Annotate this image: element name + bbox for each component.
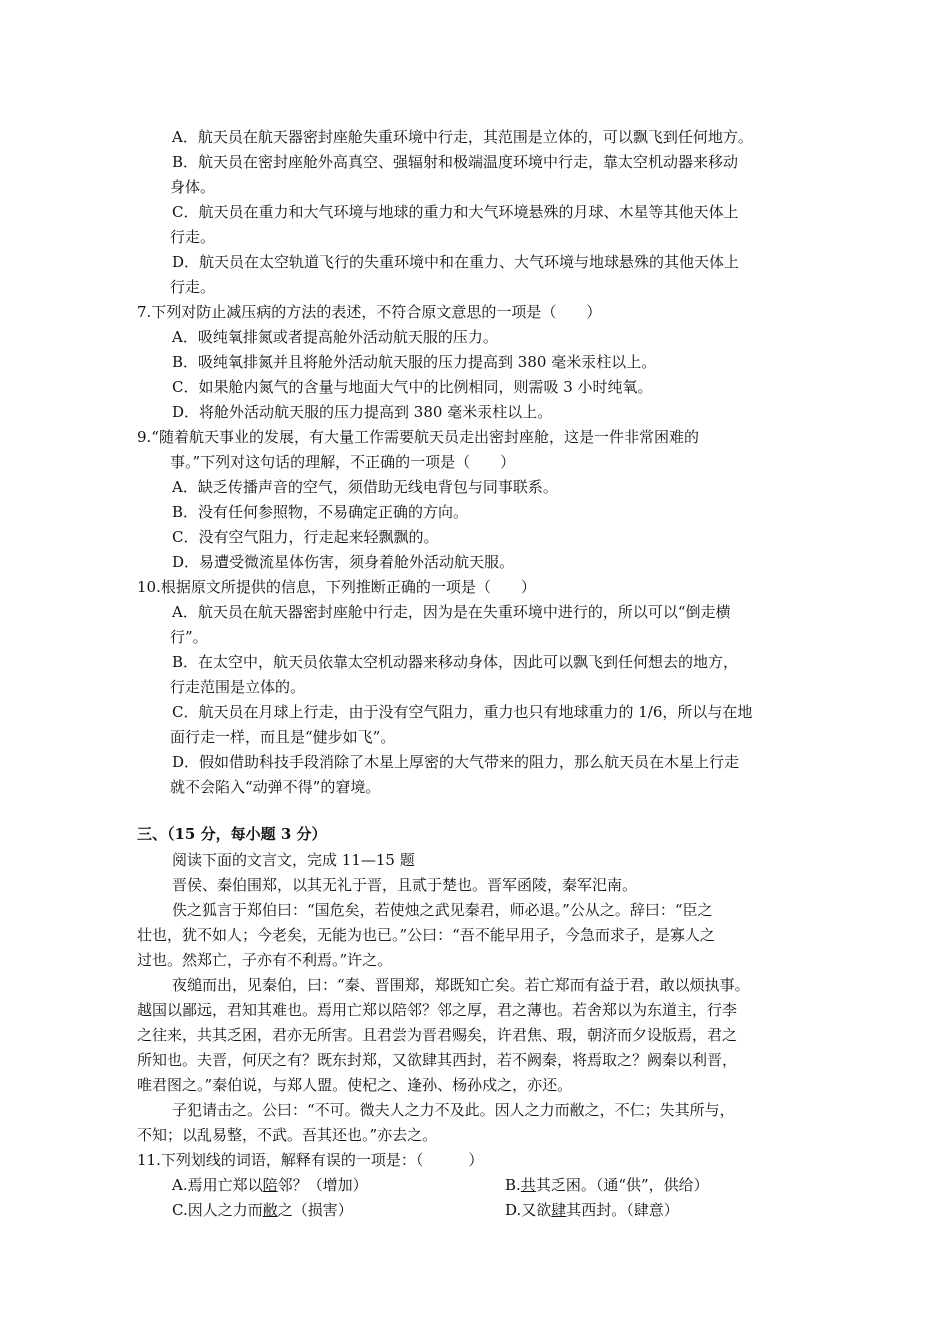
q10-option-a-cont: 行”。	[170, 628, 208, 646]
q10-option-d: D．假如借助科技手段消除了木星上厚密的大气带来的阻力，那么航天员在木星上行走	[172, 753, 740, 771]
q11-option-d-underlined: 肆	[551, 1201, 567, 1219]
question-11: 11.下列划线的词语，解释有误的一项是：（ ）	[137, 1151, 484, 1169]
question-9-cont: 事。”下列对这句话的理解，不正确的一项是（ ）	[170, 453, 516, 471]
q11-option-a-pre: A.焉用亡郑以	[172, 1176, 263, 1194]
passage-line: 夜缒而出，见秦伯，曰：“秦、晋围郑，郑既知亡矣。若亡郑而有益于君，敢以烦执事。	[172, 976, 750, 994]
q6-option-d: D．航天员在太空轨道飞行的失重环境中和在重力、大气环境与地球悬殊的其他天体上	[172, 253, 740, 271]
q11-option-b-pre: B.	[505, 1176, 521, 1194]
q11-option-a-underlined: 陪	[262, 1176, 278, 1194]
q11-option-a-post: 邻？（增加）	[277, 1176, 368, 1194]
section-3-heading: 三、（15 分，每小题 3 分）	[137, 825, 327, 843]
q9-option-a: A．缺乏传播声音的空气，须借助无线电背包与同事联系。	[172, 478, 558, 496]
q6-option-c: C．航天员在重力和大气环境与地球的重力和大气环境悬殊的月球、木星等其他天体上	[172, 203, 739, 221]
q10-option-b: B．在太空中，航天员依靠太空机动器来移动身体，因此可以飘飞到任何想去的地方，	[172, 653, 739, 671]
q11-option-a	[172, 1173, 368, 1198]
q10-option-a: A．航天员在航天器密封座舱中行走，因为是在失重环境中进行的，所以可以“倒走横	[172, 603, 731, 621]
question-9: 9.“随着航天事业的发展，有大量工作需要航天员走出密封座舱，这是一件非常困难的	[137, 428, 699, 446]
q9-option-d: D．易遭受微流星体伤害，须身着舱外活动航天服。	[172, 553, 515, 571]
passage-line: 不知；以乱易整，不武。吾其还也。”亦去之。	[137, 1126, 438, 1144]
q11-option-c-underlined: 敝	[262, 1201, 278, 1219]
q11-option-d-post: 其西封。（肆意）	[566, 1201, 679, 1219]
q7-option-c: C．如果舱内氮气的含量与地面大气中的比例相同，则需吸 3 小时纯氧。	[172, 378, 653, 396]
q11-option-c-post: 之（损害）	[277, 1201, 353, 1219]
q11-option-d-pre: D.又欲	[505, 1201, 552, 1219]
passage-line: 壮也，犹不如人；今老矣，无能为也已。”公曰：“吾不能早用子，今急而求子，是寡人之	[137, 926, 715, 944]
q7-option-b: B．吸纯氧排氮并且将舱外活动航天服的压力提高到 380 毫米汞柱以上。	[172, 353, 657, 371]
q6-option-b: B．航天员在密封座舱外高真空、强辐射和极端温度环境中行走，靠太空机动器来移动	[172, 153, 739, 171]
q11-option-c-pre: C.因人之力而	[172, 1201, 263, 1219]
q10-option-d-cont: 就不会陷入“动弹不得”的窘境。	[170, 778, 381, 796]
passage-line: 晋侯、秦伯围郑，以其无礼于晋，且贰于楚也。晋军函陵，秦军汜南。	[172, 876, 638, 894]
q10-option-c: C．航天员在月球上行走，由于没有空气阻力，重力也只有地球重力的 1/6，所以与在地	[172, 703, 753, 721]
q10-option-c-cont: 面行走一样，而且是“健步如飞”。	[170, 728, 396, 746]
q6-option-a: A．航天员在航天器密封座舱失重环境中行走，其范围是立体的，可以飘飞到任何地方。	[172, 128, 753, 146]
passage-line: 之往来，共其乏困，君亦无所害。且君尝为晋君赐矣，许君焦、瑕，朝济而夕设版焉，君之	[137, 1026, 738, 1044]
passage-line: 子犯请击之。公曰：“不可。微夫人之力不及此。因人之力而敝之，不仁；失其所与，	[172, 1101, 735, 1119]
q10-option-b-cont: 行走范围是立体的。	[170, 678, 306, 696]
passage-line: 越国以鄙远，君知其难也。焉用亡郑以陪邻？邻之厚，君之薄也。若舍郑以为东道主，行李	[137, 1001, 738, 1019]
q7-option-d: D．将舱外活动航天服的压力提高到 380 毫米汞柱以上。	[172, 403, 553, 421]
q11-option-d	[505, 1198, 679, 1223]
question-7: 7.下列对防止减压病的方法的表述，不符合原文意思的一项是（ ）	[137, 303, 602, 321]
passage-line: 所知也。夫晋，何厌之有？既东封郑，又欲肆其西封，若不阙秦，将焉取之？阙秦以利晋，	[137, 1051, 738, 1069]
q11-option-c	[172, 1198, 353, 1223]
q7-option-a: A．吸纯氧排氮或者提高舱外活动航天服的压力。	[172, 328, 498, 346]
q11-option-b-underlined: 共	[520, 1176, 536, 1194]
reading-instruction: 阅读下面的文言文，完成 11—15 题	[172, 851, 415, 869]
passage-line: 佚之狐言于郑伯曰：“国危矣，若使烛之武见秦君，师必退。”公从之。辞曰：“臣之	[172, 901, 713, 919]
passage-line: 过也。然郑亡，子亦有不利焉。”许之。	[137, 951, 393, 969]
q6-option-b-cont: 身体。	[170, 178, 216, 196]
q11-option-b-post: 其乏困。（通“供”，供给）	[535, 1176, 709, 1194]
q11-option-b	[505, 1173, 709, 1198]
q9-option-c: C．没有空气阻力，行走起来轻飘飘的。	[172, 528, 439, 546]
question-10: 10.根据原文所提供的信息，下列推断正确的一项是（ ）	[137, 578, 536, 596]
q6-option-c-cont: 行走。	[170, 228, 216, 246]
passage-line: 唯君图之。”秦伯说，与郑人盟。使杞之、逢孙、杨孙戍之，亦还。	[137, 1076, 573, 1094]
q9-option-b: B．没有任何参照物，不易确定正确的方向。	[172, 503, 469, 521]
q6-option-d-cont: 行走。	[170, 278, 216, 296]
